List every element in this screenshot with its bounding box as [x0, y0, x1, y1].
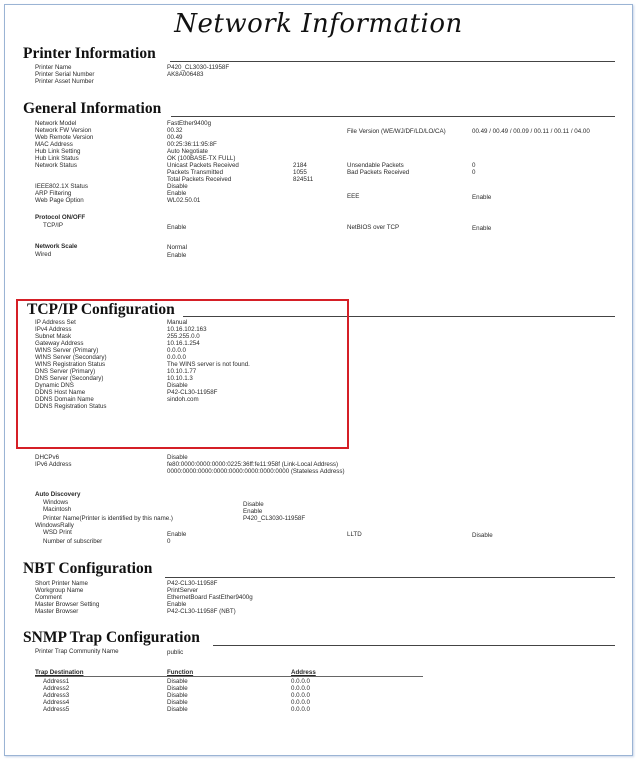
comment-value: EthernetBoard FastEther9400g: [167, 594, 253, 601]
workgroup-label: Workgroup Name: [35, 587, 84, 594]
trap-community-value: public: [167, 649, 184, 656]
master-browser-setting-value: Enable: [167, 601, 187, 608]
tcpip-heading: TCP/IP Configuration: [27, 301, 175, 318]
short-printer-name-value: P42-CL30-11958F: [167, 580, 218, 587]
wired-label: Wired: [35, 251, 52, 258]
ipv4-label: IPv4 Address: [35, 326, 72, 333]
wins-secondary-value: 0.0.0.0: [167, 354, 186, 361]
dns-primary-label: DNS Server (Primary): [35, 368, 96, 375]
mac-address-value: 00:25:36:11:95:8F: [167, 141, 217, 148]
trap-row-func: Disable: [167, 699, 188, 706]
printer-serial-value: AK8A006483: [167, 71, 204, 78]
ip-set-label: IP Address Set: [35, 319, 76, 326]
arp-filtering-label: ARP Filtering: [35, 190, 72, 197]
printer-name-ad-value: P420_CL3030-11958F: [243, 515, 306, 522]
macintosh-value: Enable: [243, 508, 263, 515]
eee-label: EEE: [347, 193, 360, 200]
printer-serial-label: Printer Serial Number: [35, 71, 95, 78]
network-model-label: Network Model: [35, 120, 77, 127]
document-frame: [4, 4, 633, 756]
printer-name-ad-label: Printer Name(Printer is identified by this name.): [43, 515, 173, 522]
hub-link-status-label: Hub Link Status: [35, 155, 79, 162]
trap-row-func: Disable: [167, 678, 188, 685]
hub-link-status-value: OK (100BASE-TX FULL): [167, 155, 236, 162]
arp-filtering-value: Enable: [167, 190, 187, 197]
network-scale-value: Normal: [167, 244, 187, 251]
trap-table-rule: [35, 676, 423, 677]
ipv4-value: 10.16.102.163: [167, 326, 207, 333]
wired-value: Enable: [167, 252, 187, 259]
web-page-option-label: Web Page Option: [35, 197, 84, 204]
web-remote-label: Web Remote Version: [35, 134, 94, 141]
trap-row-dest: Address2: [43, 685, 70, 692]
trap-community-label: Printer Trap Community Name: [35, 648, 119, 655]
ddns-status-label: DDNS Registration Status: [35, 403, 107, 410]
tcpip-protocol-label: TCP/IP: [43, 222, 63, 229]
nbt-rule: [165, 577, 615, 578]
trap-destination-header: Trap Destination: [35, 669, 84, 676]
master-browser-setting-label: Master Browser Setting: [35, 601, 100, 608]
unsendable-label: Unsendable Packets: [347, 162, 404, 169]
wins-status-value: The WINS server is not found.: [167, 361, 250, 368]
unicast-count: 2184: [293, 162, 307, 169]
wins-primary-label: WINS Server (Primary): [35, 347, 99, 354]
file-version-value: 00.49 / 00.49 / 00.09 / 00.11 / 00.11 / 04.00: [472, 128, 590, 135]
ipv6-stateless: 0000:0000:0000:0000:0000:0000:0000:0000 (Stateless Address): [167, 468, 345, 475]
trap-row-addr: 0.0.0.0: [291, 706, 310, 713]
trap-row-addr: 0.0.0.0: [291, 685, 310, 692]
mac-address-label: MAC Address: [35, 141, 73, 148]
unsendable-value: 0: [472, 162, 476, 169]
short-printer-name-label: Short Printer Name: [35, 580, 88, 587]
total-packets-count: 824511: [293, 176, 314, 183]
ip-set-value: Manual: [167, 319, 188, 326]
network-status-label: Network Status: [35, 162, 77, 169]
dns-primary-value: 10.10.1.77: [167, 368, 197, 375]
total-packets-label: Total Packets Received: [167, 176, 232, 183]
windows-label: Windows: [43, 499, 69, 506]
gateway-value: 10.16.1.254: [167, 340, 200, 347]
ieee8021x-value: Disable: [167, 183, 188, 190]
dhcpv6-label: DHCPv6: [35, 454, 60, 461]
bad-packets-value: 0: [472, 169, 476, 176]
general-info-heading: General Information: [23, 100, 162, 117]
dhcpv6-value: Disable: [167, 454, 188, 461]
subscriber-value: 0: [167, 538, 171, 545]
lltd-value: Disable: [472, 532, 493, 539]
comment-label: Comment: [35, 594, 62, 601]
dynamic-dns-value: Disable: [167, 382, 188, 389]
trap-row-addr: 0.0.0.0: [291, 692, 310, 699]
snmp-heading: SNMP Trap Configuration: [23, 629, 200, 646]
trap-row-func: Disable: [167, 685, 188, 692]
trap-row-dest: Address3: [43, 692, 70, 699]
protocol-heading: Protocol ON/OFF: [35, 214, 86, 221]
printer-info-heading: Printer Information: [23, 45, 156, 62]
macintosh-label: Macintosh: [43, 506, 72, 513]
trap-row-func: Disable: [167, 692, 188, 699]
ddns-host-value: P42-CL30-11958F: [167, 389, 218, 396]
packets-transmitted-count: 1055: [293, 169, 307, 176]
file-version-label: File Version (WE/WJ/DF/LD/LO/CA): [347, 128, 446, 135]
unicast-label: Unicast Packets Received: [167, 162, 239, 169]
printer-name-value: P420_CL3030-11958F: [167, 64, 230, 71]
network-fw-label: Network FW Version: [35, 127, 92, 134]
trap-row-func: Disable: [167, 706, 188, 713]
workgroup-value: PrintServer: [167, 587, 198, 594]
printer-asset-label: Printer Asset Number: [35, 78, 94, 85]
trap-row-dest: Address1: [43, 678, 70, 685]
hub-link-setting-value: Auto Negotiate: [167, 148, 208, 155]
wins-primary-value: 0.0.0.0: [167, 347, 186, 354]
printer-info-rule: [170, 61, 615, 62]
trap-function-header: Function: [167, 669, 194, 676]
ieee8021x-label: IEEE802.1X Status: [35, 183, 88, 190]
network-fw-value: 00.32: [167, 127, 183, 134]
netbios-label: NetBIOS over TCP: [347, 224, 400, 231]
trap-row-addr: 0.0.0.0: [291, 699, 310, 706]
gateway-label: Gateway Address: [35, 340, 84, 347]
wsd-print-value: Enable: [167, 531, 187, 538]
nbt-heading: NBT Configuration: [23, 560, 153, 577]
wsd-print-label: WSD Print: [43, 529, 72, 536]
netbios-value: Enable: [472, 225, 492, 232]
wins-status-label: WINS Registration Status: [35, 361, 106, 368]
tcpip-protocol-value: Enable: [167, 224, 187, 231]
ddns-domain-label: DDNS Domain Name: [35, 396, 94, 403]
dynamic-dns-label: Dynamic DNS: [35, 382, 74, 389]
packets-transmitted-label: Packets Transmitted: [167, 169, 224, 176]
master-browser-value: P42-CL30-11958F (NBT): [167, 608, 236, 615]
subscriber-label: Number of subscriber: [43, 538, 103, 545]
eee-value: Enable: [472, 194, 492, 201]
trap-row-dest: Address5: [43, 706, 70, 713]
trap-row-dest: Address4: [43, 699, 70, 706]
ddns-domain-value: sindoh.com: [167, 396, 199, 403]
trap-row-addr: 0.0.0.0: [291, 678, 310, 685]
dns-secondary-label: DNS Server (Secondary): [35, 375, 104, 382]
trap-address-header: Address: [291, 669, 316, 676]
web-remote-value: 00.49: [167, 134, 183, 141]
bad-packets-label: Bad Packets Received: [347, 169, 410, 176]
windows-value: Disable: [243, 501, 264, 508]
ipv6-label: IPv6 Address: [35, 461, 72, 468]
hub-link-setting-label: Hub Link Setting: [35, 148, 81, 155]
page-title: Network Information: [174, 9, 463, 39]
master-browser-label: Master Browser: [35, 608, 79, 615]
general-info-rule: [171, 116, 615, 117]
network-info-page: [5, 5, 632, 755]
dns-secondary-value: 10.10.1.3: [167, 375, 193, 382]
network-model-value: FastEther9400g: [167, 120, 212, 127]
subnet-value: 255.255.0.0: [167, 333, 200, 340]
lltd-label: LLTD: [347, 531, 362, 538]
windows-rally-label: WindowsRally: [35, 522, 74, 529]
subnet-label: Subnet Mask: [35, 333, 72, 340]
snmp-rule: [213, 645, 615, 646]
ipv6-link-local: fe80:0000:0000:0000:0225:36ff:fe11:958f (Link-Local Address): [167, 461, 339, 468]
wins-secondary-label: WINS Server (Secondary): [35, 354, 107, 361]
printer-name-label: Printer Name: [35, 64, 72, 71]
web-page-option-value: WL02.50.01: [167, 197, 201, 204]
network-scale-heading: Network Scale: [35, 243, 78, 250]
auto-discovery-heading: Auto Discovery: [35, 491, 81, 498]
ddns-host-label: DDNS Host Name: [35, 389, 86, 396]
